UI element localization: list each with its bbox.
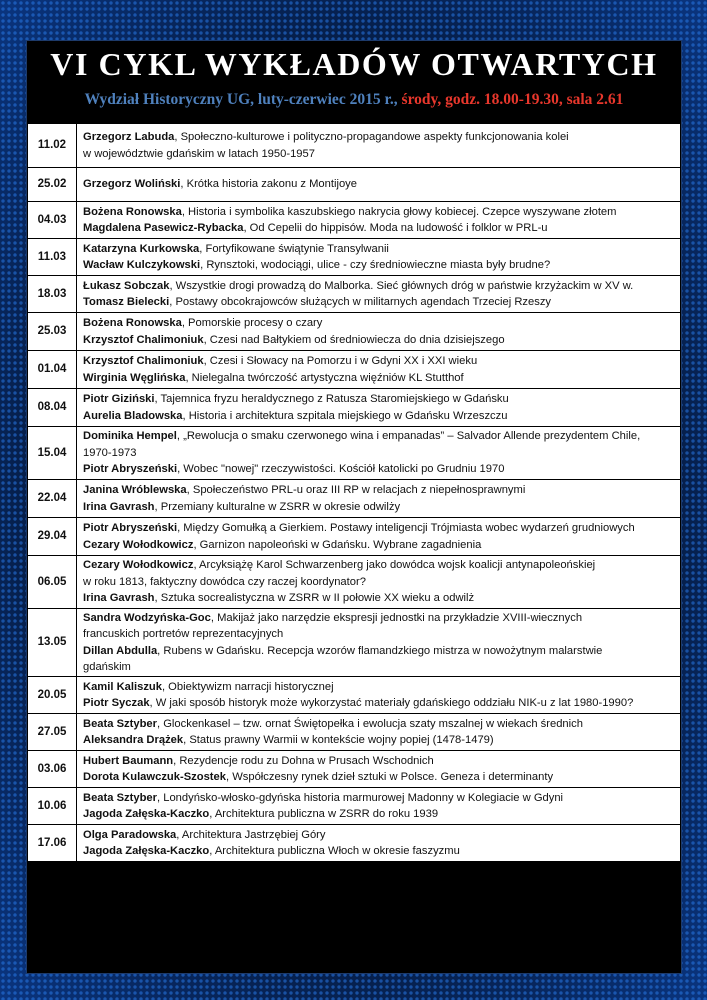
speaker-name: Dorota Kulawczuk-Szostek <box>83 771 226 783</box>
talk-entry <box>83 695 674 711</box>
talk-title: , Współczesny rynek dzieł sztuki w Polsce. Geneza i determinanty <box>225 771 554 783</box>
speaker-name: Bożena Ronowska <box>83 317 182 330</box>
lecture-date: 29.04 <box>28 518 77 556</box>
lecture-talks <box>77 239 681 276</box>
speaker-name: Irina Gavrash <box>83 500 155 513</box>
talk-title: , Krótka historia zakonu z Montijoye <box>180 178 357 191</box>
speaker-name: Piotr Abryszeński <box>83 522 178 535</box>
speaker-name: Kamil Kaliszuk <box>83 680 162 693</box>
lecture-date: 10.06 <box>28 788 77 825</box>
speaker-name: Krzysztof Chalimoniuk <box>83 333 204 346</box>
talk-title: , Sztuka socrealistyczna w ZSRR w II połowie XX wieku a odwilż <box>154 592 475 605</box>
schedule-row <box>28 168 681 202</box>
lecture-talks <box>77 276 681 313</box>
talk-title-continuation <box>83 146 674 162</box>
talk-title: , Rezydencje rodu zu Dohna w Prusach Wschodnich <box>173 754 434 767</box>
speaker-name: Krzysztof Chalimoniuk <box>83 355 204 368</box>
talk-title: , Od Cepelii do hippisów. Moda na ludowość i folklor w PRL-u <box>243 222 548 234</box>
talk-entry <box>83 769 674 785</box>
schedule-row <box>28 825 681 862</box>
talk-entry <box>83 537 674 553</box>
schedule-row <box>28 788 681 825</box>
talk-entry <box>83 353 674 369</box>
speaker-name: Łukasz Sobczak <box>83 279 170 292</box>
lecture-schedule-table <box>27 123 681 862</box>
talk-title: , Wszystkie drogi prowadzą do Malborka. Sieć głównych dróg w państwie krzyżackim w XV w. <box>169 279 634 292</box>
talk-entry <box>83 257 674 273</box>
talk-entry <box>83 520 674 536</box>
subtitle-faculty-dates: Wydział Historyczny UG, luty-czerwiec 2015 r., <box>84 91 402 108</box>
speaker-name: Beata Sztyber <box>83 717 157 730</box>
lecture-talks <box>77 124 681 168</box>
lecture-date: 13.05 <box>28 609 77 677</box>
talk-title: , W jaki sposób historyk może wykorzystać materiały gdańskiego oddziału NIK-u z lat 1980-1990? <box>149 697 634 709</box>
lecture-talks <box>77 351 681 389</box>
talk-entry <box>83 732 674 748</box>
speaker-name: Wirginia Węglińska <box>83 371 186 384</box>
talk-title: , Czesi i Słowacy na Pomorzu i w Gdyni XX i XXI wieku <box>203 355 478 368</box>
talk-entry <box>83 790 674 806</box>
talk-title: , Architektura publiczna w ZSRR do roku 1939 <box>209 808 439 820</box>
talk-title-continuation <box>83 626 674 642</box>
talk-entry <box>83 241 674 257</box>
lecture-talks <box>77 480 681 518</box>
lecture-date: 27.05 <box>28 714 77 751</box>
schedule-row <box>28 518 681 556</box>
speaker-name: Jagoda Załęska-Kaczko <box>83 845 210 857</box>
schedule-row <box>28 751 681 788</box>
speaker-name: Dillan Abdulla <box>83 644 158 657</box>
schedule-row <box>28 556 681 609</box>
talk-title: , Rubens w Gdańsku. Recepcja wzorów flamandzkiego mistrza w nowożytnym malarstwie <box>157 644 603 657</box>
speaker-name: Cezary Wołodkowicz <box>83 538 194 551</box>
poster-subtitle <box>27 91 681 109</box>
speaker-name: Irina Gavrash <box>83 592 155 605</box>
lecture-date: 18.03 <box>28 276 77 313</box>
lecture-date: 25.03 <box>28 313 77 351</box>
lecture-talks <box>77 751 681 788</box>
lecture-date: 17.06 <box>28 825 77 862</box>
talk-title: , Czesi nad Bałtykiem od średniowiecza do dnia dzisiejszego <box>203 333 505 346</box>
talk-title: 1970-1973 <box>83 446 137 459</box>
talk-title: , Historia i architektura szpitala miejskiego w Gdańsku Wrzeszczu <box>182 409 508 422</box>
lecture-date: 25.02 <box>28 168 77 202</box>
speaker-name: Piotr Syczak <box>83 697 150 709</box>
talk-title: , Architektura publiczna Włoch w okresie faszyzmu <box>209 845 460 857</box>
poster-title: VI CYKL WYKŁADÓW OTWARTYCH <box>50 46 658 82</box>
talk-entry <box>83 753 674 769</box>
speaker-name: Aleksandra Drążek <box>83 734 184 746</box>
talk-entry <box>83 370 674 386</box>
schedule-row <box>28 124 681 168</box>
talk-entry <box>83 391 674 407</box>
schedule-row <box>28 714 681 751</box>
talk-entry <box>83 610 674 626</box>
talk-title: , Status prawny Warmii w kontekście wojny popiej (1478-1479) <box>183 734 494 746</box>
speaker-name: Katarzyna Kurkowska <box>83 242 200 255</box>
talk-title: , Arcyksiążę Karol Schwarzenberg jako dowódca wojsk koalicji antynapoleońskiej <box>193 559 596 572</box>
speaker-name: Grzegorz Woliński <box>83 178 181 191</box>
talk-entry <box>83 461 674 477</box>
talk-title-continuation <box>83 659 674 675</box>
talk-title: , Społeczeństwo PRL-u oraz III RP w relacjach z niepełnosprawnymi <box>186 484 526 497</box>
talk-entry <box>83 716 674 732</box>
schedule-row <box>28 239 681 276</box>
talk-title: , Wobec "nowej" rzeczywistości. Kościół katolicki po Grudniu 1970 <box>177 463 505 476</box>
speaker-name: Jagoda Załęska-Kaczko <box>83 808 210 820</box>
talk-entry <box>83 482 674 498</box>
speaker-name: Grzegorz Labuda <box>83 131 175 144</box>
schedule-row <box>28 480 681 518</box>
talk-title: , Postawy obcokrajowców służących w militarnych agendach Trzeciej Rzeszy <box>169 296 552 308</box>
lecture-date: 06.05 <box>28 556 77 609</box>
lecture-talks <box>77 677 681 714</box>
schedule-row <box>28 202 681 239</box>
talk-entry <box>83 428 674 444</box>
speaker-name: Cezary Wołodkowicz <box>83 559 194 572</box>
speaker-name: Tomasz Bielecki <box>83 296 170 308</box>
talk-title: , Glockenkasel – tzw. ornat Świętopełka i ewolucja szaty mszalnej w wiekach średnich <box>157 717 583 730</box>
talk-entry <box>83 408 674 424</box>
lecture-talks <box>77 714 681 751</box>
lecture-talks <box>77 556 681 609</box>
lecture-talks <box>77 389 681 427</box>
talk-title: , Tajemnica fryzu heraldycznego z Ratusza Staromiejskiego w Gdańsku <box>154 393 509 406</box>
lecture-date: 03.06 <box>28 751 77 788</box>
talk-entry <box>83 294 674 310</box>
speaker-name: Piotr Giziński <box>83 393 155 406</box>
lecture-date: 11.02 <box>28 124 77 168</box>
talk-entry <box>83 278 674 294</box>
speaker-name: Sandra Wodzyńska-Goc <box>83 611 211 624</box>
speaker-name: Aurelia Bladowska <box>83 409 183 422</box>
talk-entry <box>83 204 674 220</box>
lecture-date: 20.05 <box>28 677 77 714</box>
talk-entry <box>83 220 674 236</box>
talk-entry <box>83 315 674 331</box>
speaker-name: Hubert Baumann <box>83 754 174 767</box>
lecture-talks <box>77 518 681 556</box>
talk-title: , Architektura Jastrzębiej Góry <box>176 828 326 841</box>
talk-title: gdańskim <box>83 660 131 673</box>
speaker-name: Janina Wróblewska <box>83 484 187 497</box>
subtitle-time-room: środy, godz. 18.00-19.30, sala 2.61 <box>401 91 624 108</box>
talk-title: , Między Gomułką a Gierkiem. Postawy inteligencji Trójmiasta wobec wydarzeń grudniowych <box>177 522 635 535</box>
lecture-talks <box>77 825 681 862</box>
lecture-date: 15.04 <box>28 427 77 480</box>
talk-title: w roku 1813, faktyczny dowódca czy raczej koordynator? <box>83 575 366 588</box>
schedule-row <box>28 351 681 389</box>
talk-title-continuation <box>83 574 674 590</box>
speaker-name: Beata Sztyber <box>83 791 157 804</box>
lecture-date: 08.04 <box>28 389 77 427</box>
lecture-date: 22.04 <box>28 480 77 518</box>
lecture-date: 04.03 <box>28 202 77 239</box>
talk-entry <box>83 679 674 695</box>
speaker-name: Bożena Ronowska <box>83 205 182 218</box>
schedule-row <box>28 313 681 351</box>
lecture-talks <box>77 609 681 677</box>
talk-title: , Fortyfikowane świątynie Transylwanii <box>199 242 389 255</box>
talk-title: w województwie gdańskim w latach 1950-1957 <box>83 147 315 160</box>
talk-title: , Garnizon napoleoński w Gdańsku. Wybrane zagadnienia <box>193 538 482 551</box>
talk-entry <box>83 843 674 859</box>
lecture-talks <box>77 788 681 825</box>
speaker-name: Wacław Kulczykowski <box>83 259 201 271</box>
talk-entry <box>83 499 674 515</box>
speaker-name: Piotr Abryszeński <box>83 463 178 476</box>
talk-entry <box>83 129 674 145</box>
lecture-talks <box>77 313 681 351</box>
talk-entry <box>83 557 674 573</box>
schedule-row <box>28 677 681 714</box>
speaker-name: Olga Paradowska <box>83 828 177 841</box>
schedule-row <box>28 389 681 427</box>
lecture-date: 01.04 <box>28 351 77 389</box>
talk-title: , Rynsztoki, wodociągi, ulice - czy średniowieczne miasta były brudne? <box>200 259 551 271</box>
talk-entry <box>83 332 674 348</box>
talk-title: , Nielegalna twórczość artystyczna więźniów KL Stutthof <box>185 371 464 384</box>
talk-title: , Historia i symbolika kaszubskiego nakrycia głowy kobiecej. Czepce wyszywane złotem <box>181 205 617 218</box>
talk-title: , Londyńsko-włosko-gdyńska historia marmurowej Madonny w Kolegiacie w Gdyni <box>157 791 564 804</box>
talk-entry <box>83 643 674 659</box>
talk-entry <box>83 176 674 192</box>
speaker-name: Dominika Hempel <box>83 430 177 443</box>
lecture-talks <box>77 427 681 480</box>
schedule-row <box>28 609 681 677</box>
schedule-row <box>28 427 681 480</box>
talk-title: , Społeczno-kulturowe i polityczno-propagandowe aspekty funkcjonowania kolei <box>174 131 569 144</box>
speaker-name: Magdalena Pasewicz-Rybacka <box>83 222 244 234</box>
lecture-talks <box>77 168 681 202</box>
talk-entry <box>83 827 674 843</box>
talk-title-continuation <box>83 445 674 461</box>
talk-title: , Przemiany kulturalne w ZSRR w okresie odwilży <box>154 500 401 513</box>
talk-title: francuskich portretów reprezentacyjnych <box>83 628 284 641</box>
lecture-talks <box>77 202 681 239</box>
schedule-row <box>28 276 681 313</box>
talk-entry <box>83 806 674 822</box>
talk-title: , Obiektywizm narracji historycznej <box>161 680 334 693</box>
talk-entry <box>83 590 674 606</box>
lecture-date: 11.03 <box>28 239 77 276</box>
poster <box>26 40 682 974</box>
talk-title: , Pomorskie procesy o czary <box>181 317 323 330</box>
talk-title: , Makijaż jako narzędzie ekspresji jednostki na przykładzie XVIII-wiecznych <box>210 611 583 624</box>
talk-title: , „Rewolucja o smaku czerwonego wina i empanadas” – Salvador Allende prezydentem Chile, <box>176 430 641 443</box>
